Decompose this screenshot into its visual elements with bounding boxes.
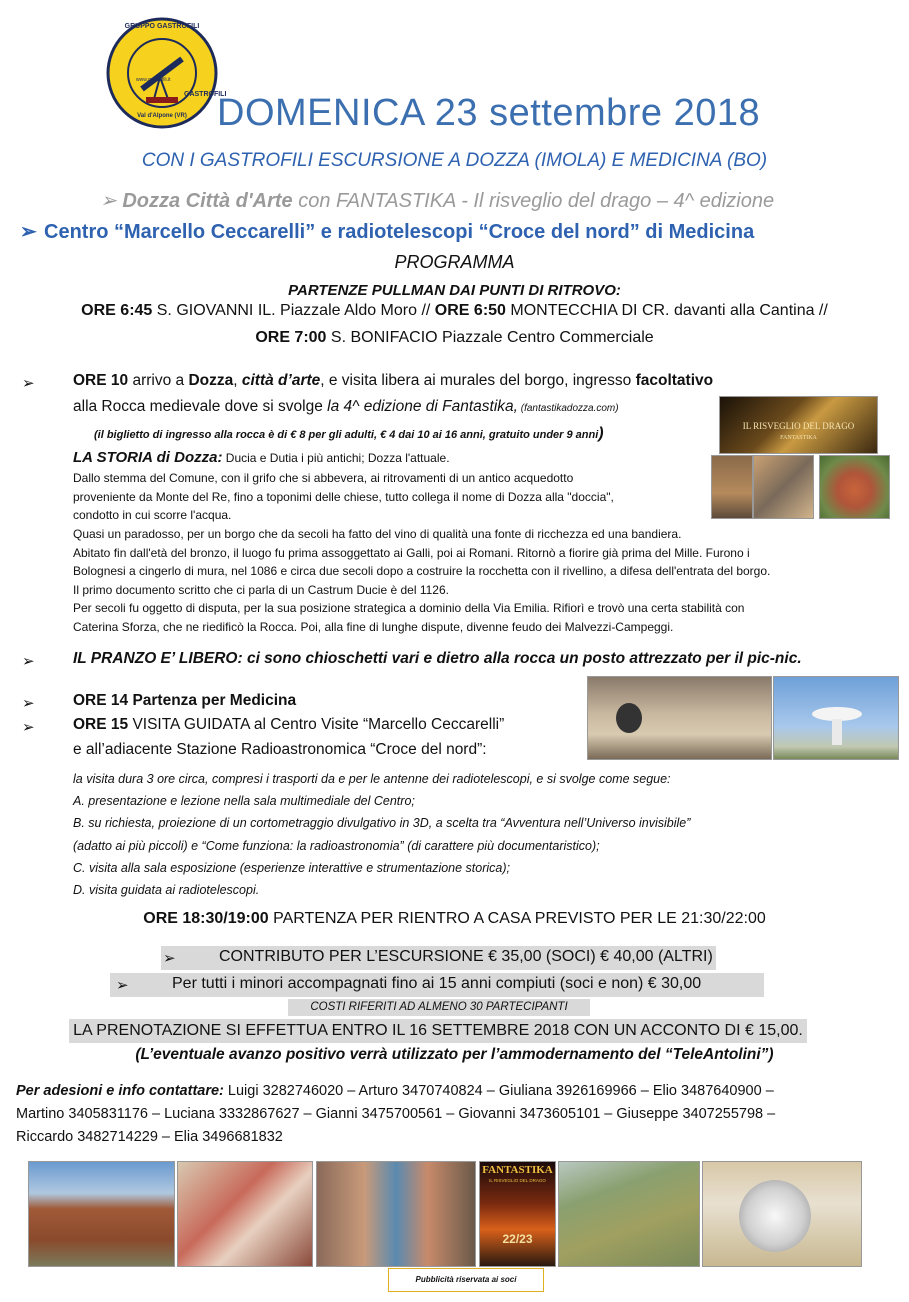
logo-bottom-text: Val d'Alpone (VR) (137, 113, 187, 119)
costs-note: COSTI RIFERITI AD ALMENO 30 PARTECIPANTI (288, 999, 590, 1016)
dozza-street-murals-photo (316, 1161, 476, 1267)
programma-heading: PROGRAMMA (394, 252, 515, 272)
arrow-bullet-icon: ➢ (116, 977, 129, 994)
item-ore15-line1: ORE 15 VISITA GUIDATA al Centro Visite “Marcello Ceccarelli” (73, 716, 505, 733)
item-ore14: ORE 14 Partenza per Medicina (73, 692, 297, 709)
departures-line-2: ORE 7:00 S. BONIFACIO Piazzale Centro Commerciale (255, 329, 654, 346)
radiotelescope-photo (773, 676, 899, 760)
lunch-info: IL PRANZO E’ LIBERO: ci sono chioschetti vari e dietro alla rocca un posto attrezzato per il pic-nic. (73, 650, 802, 667)
prenotazione-info: LA PRENOTAZIONE SI EFFETTUA ENTRO IL 16 SETTEMBRE 2018 CON UN ACCONTO DI € 15,00. (69, 1019, 807, 1043)
ticket-info: (il biglietto di ingresso alla rocca è di € 8 per gli adulti, € 4 dai 10 ai 16 anni, gratuito under 9 anni) (94, 425, 604, 442)
arrow-bullet-icon: ➢ (100, 190, 123, 212)
departures-line-1: ORE 6:45 S. GIOVANNI IL. Piazzale Aldo Moro // ORE 6:50 MONTECCHIA DI CR. davanti alla Cantina // (81, 302, 828, 319)
contacts: Per adesioni e info contattare: Luigi 3282746020 – Arturo 3470740824 – Giuliana 3926169966 – Elio 3487640900 – Martino 3405831176 – Luciana 3332867627 – Gianni 3475700561 – Giovanni 3473605101 – Giuseppe 3407255798 – Riccardo 3482714229 – Elia 3496681832 (16, 1083, 776, 1145)
arrow-bullet-icon: ➢ (22, 719, 35, 736)
croce-del-nord-aerial-photo (558, 1161, 700, 1267)
center-line (20, 219, 754, 244)
visitor-center-photo (587, 676, 772, 760)
logo (106, 17, 227, 129)
arrow-bullet-icon: ➢ (22, 375, 35, 392)
event-line-a: Dozza Città d'Arte (122, 190, 293, 212)
fantastika-poster: FANTASTIKA IL RISVEGLIO DEL DRAGO 22/23 (479, 1161, 556, 1267)
drago-banner-image: IL RISVEGLIO DEL DRAGO FANTASTIKA (719, 396, 878, 454)
return-info: ORE 18:30/19:00 PARTENZA PER RIENTRO A CASA PREVISTO PER LE 21:30/22:00 (143, 910, 766, 927)
footer-note: Pubblicità riservata ai soci (388, 1268, 544, 1292)
date-title: DOMENICA 23 settembre 2018 (217, 92, 761, 134)
mural-woman-photo (177, 1161, 313, 1267)
dozza-street-photo (711, 455, 753, 519)
history-text-bottom: Quasi un paradosso, per un borgo che da secoli ha fatto del vino di qualità una fonte di ricchezza ed una bandiera. Abitato fin dall'età del bronzo, il luogo fu prima assoggettato ai Galli, poi ai Romani. Ritornò a fiorire già prima del Mille. Furono i Bolognesi a cingerlo di mura, nel 1086 e circa due secoli dopo a costruire la rocchetta con il rivellino, a difesa dell'entrata del borgo. Il primo documento scritto che ci parla di un Castrum Ducie è del 1126. Per secoli fu oggetto di disputa, per la sua posizione strategica a dominio della Via Emilia. Rifiorì e trovò una certa stabilità con Caterina Sforza, che ne riedificò la Rocca. Poi, alla fine di lunghe dispute, divenne feudo dei Malvezzi-Campeggi. (73, 527, 771, 634)
departures-heading: PARTENZE PULLMAN DAI PUNTI DI RITROVO: (288, 282, 621, 299)
arrow-bullet-icon: ➢ (163, 950, 176, 967)
event-line-b: con FANTASTIKA - Il risveglio del drago – 4^ edizione (292, 190, 775, 212)
history-heading: LA STORIA di Dozza: Ducia e Dutia i più antichi; Dozza l'attuale. (73, 449, 450, 466)
dozza-mural-photo (753, 455, 814, 519)
item-ore15-line2: e all’adiacente Stazione Radioastronomica “Croce del nord”: (73, 741, 487, 758)
excursion-subtitle: CON I GASTROFILI ESCURSIONE A DOZZA (IMOLA) E MEDICINA (BO) (141, 150, 768, 171)
visit-details: la visita dura 3 ore circa, compresi i trasporti da e per le antenne dei radiotelescopi, e si svolge come segue: A. presentazione e lezione nella sala multimediale del Centro; B. su richiesta, proiezione di un cortometraggio divulgativo in 3D, a scelta tra “Avventura nell’Universo invisibile” (adatto ai più piccoli) e “Come funziona: la radioastronomia” (di carattere più documentaristico); C. visita alla sala esposizione (esperienze interattive e strumentazione storica); D. visita guidata ai radiotelescopi. (73, 772, 691, 898)
minori-box: ➢ Per tutti i minori accompagnati fino ai 15 anni compiuti (soci e non) € 30,00 (110, 973, 764, 997)
logo-side-text: GASTROFILI (184, 91, 227, 98)
event-line (100, 188, 774, 213)
arrow-bullet-icon: ➢ (22, 695, 35, 712)
logo-url: www.gastrofili.it (136, 77, 171, 83)
center-line-text: Centro “Marcello Ceccarelli” e radiotelescopi “Croce del nord” di Medicina (44, 221, 755, 243)
history-text-top: Dallo stemma del Comune, con il grifo che si abbevera, ai ritrovamenti di un antico acquedotto proveniente da Monte del Re, fino a toponimi delle chiese, tutto collega il nome di Dozza alla "doccia", condotto in cui scorre l'acqua. (73, 471, 614, 522)
logo-top-text: GRUPPO GASTROFILI (124, 23, 200, 30)
arrow-bullet-icon: ➢ (22, 653, 35, 670)
avanzo-note: (L’eventuale avanzo positivo verrà utilizzato per l’ammodernamento del “TeleAntolini”) (135, 1046, 774, 1063)
rocca-photo (28, 1161, 175, 1267)
item-ore10-line2: alla Rocca medievale dove si svolge la 4^ edizione di Fantastika, (fantastikadozza.com) (73, 398, 619, 415)
item-ore10-line1: ORE 10 arrivo a Dozza, città d’arte, e visita libera ai murales del borgo, ingresso facoltativo (73, 372, 714, 389)
antenna-feed-photo (702, 1161, 862, 1267)
contributo-box: ➢ CONTRIBUTO PER L’ESCURSIONE € 35,00 (SOCI) € 40,00 (ALTRI) (161, 946, 716, 970)
dozza-aerial-photo (819, 455, 890, 519)
arrow-bullet-icon: ➢ (20, 221, 37, 243)
